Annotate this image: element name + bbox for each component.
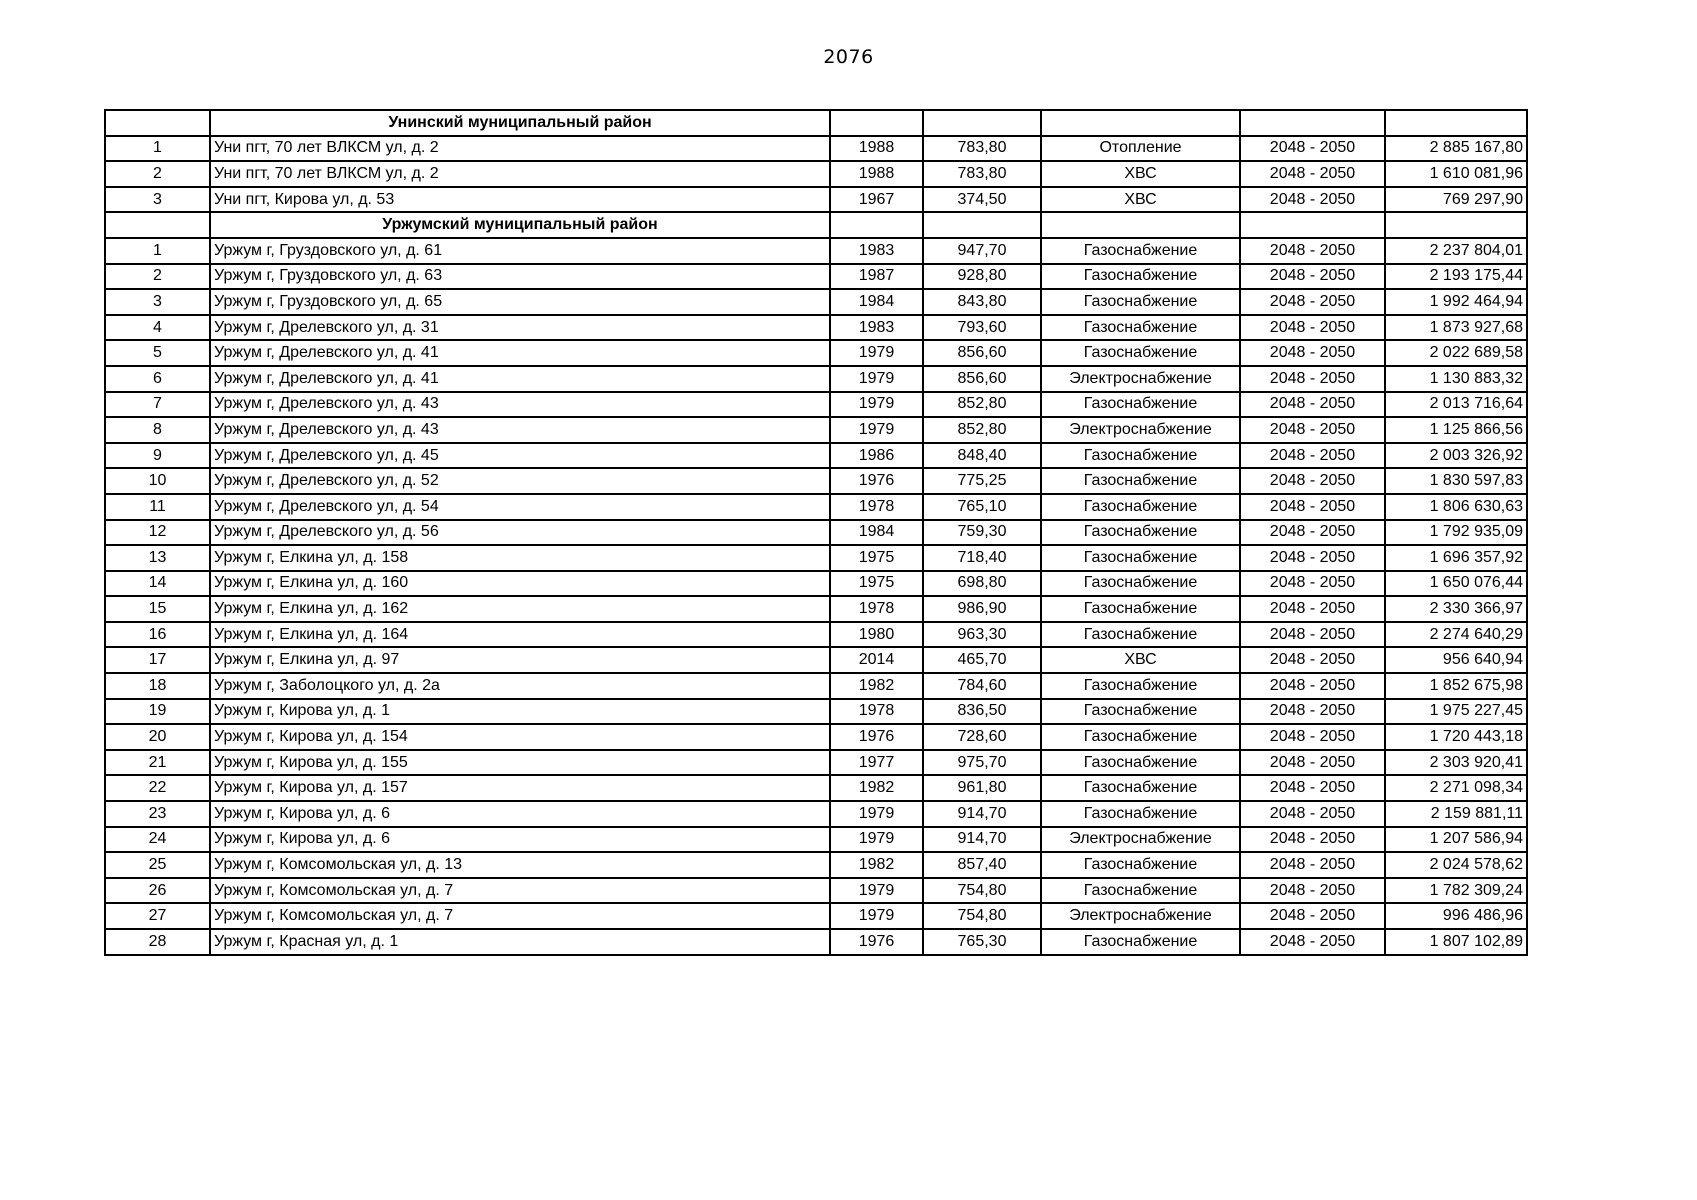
row-number: 17 [105,647,210,673]
cost-cell: 2 885 167,80 [1385,136,1527,162]
area-cell: 852,80 [923,417,1041,443]
table-row [105,289,1527,315]
period-cell: 2048 - 2050 [1240,315,1385,341]
area-cell: 765,30 [923,929,1041,955]
address-cell: Уржум г, Дрелевского ул, д. 31 [210,315,830,341]
cost-cell: 2 159 881,11 [1385,801,1527,827]
service-cell: Электроснабжение [1041,366,1240,392]
table-row [105,699,1527,725]
year-cell: 1984 [830,289,923,315]
cost-cell: 2 022 689,58 [1385,340,1527,366]
period-cell: 2048 - 2050 [1240,673,1385,699]
table-row [105,622,1527,648]
service-cell: ХВС [1041,187,1240,213]
address-cell: Уржум г, Елкина ул, д. 97 [210,647,830,673]
period-cell: 2048 - 2050 [1240,571,1385,597]
row-number: 10 [105,468,210,494]
area-cell: 783,80 [923,161,1041,187]
year-cell: 1979 [830,801,923,827]
row-number: 13 [105,545,210,571]
cost-cell: 1 782 309,24 [1385,878,1527,904]
period-cell: 2048 - 2050 [1240,366,1385,392]
service-cell: Газоснабжение [1041,801,1240,827]
empty-cell [1240,110,1385,136]
service-cell: Газоснабжение [1041,750,1240,776]
year-cell: 1979 [830,366,923,392]
area-cell: 728,60 [923,724,1041,750]
cost-cell: 2 274 640,29 [1385,622,1527,648]
area-cell: 963,30 [923,622,1041,648]
cost-cell: 2 003 326,92 [1385,443,1527,469]
cost-cell: 1 125 866,56 [1385,417,1527,443]
address-cell: Уржум г, Дрелевского ул, д. 54 [210,494,830,520]
row-number: 16 [105,622,210,648]
service-cell: Газоснабжение [1041,520,1240,546]
cost-cell: 2 330 366,97 [1385,596,1527,622]
cost-cell: 769 297,90 [1385,187,1527,213]
service-cell: ХВС [1041,647,1240,673]
row-number: 3 [105,289,210,315]
empty-cell [105,110,210,136]
row-number: 3 [105,187,210,213]
area-cell: 856,60 [923,366,1041,392]
table-row [105,392,1527,418]
year-cell: 1988 [830,136,923,162]
row-number: 21 [105,750,210,776]
area-cell: 718,40 [923,545,1041,571]
cost-cell: 1 852 675,98 [1385,673,1527,699]
cost-cell: 1 650 076,44 [1385,571,1527,597]
cost-cell: 1 873 927,68 [1385,315,1527,341]
service-cell: Газоснабжение [1041,264,1240,290]
period-cell: 2048 - 2050 [1240,443,1385,469]
period-cell: 2048 - 2050 [1240,622,1385,648]
service-cell: Газоснабжение [1041,571,1240,597]
empty-cell [923,212,1041,238]
area-cell: 754,80 [923,903,1041,929]
year-cell: 1976 [830,929,923,955]
address-cell: Уржум г, Кирова ул, д. 1 [210,699,830,725]
address-cell: Уржум г, Дрелевского ул, д. 56 [210,520,830,546]
empty-cell [1240,212,1385,238]
period-cell: 2048 - 2050 [1240,289,1385,315]
period-cell: 2048 - 2050 [1240,417,1385,443]
table-row [105,187,1527,213]
area-cell: 836,50 [923,699,1041,725]
area-cell: 765,10 [923,494,1041,520]
row-number: 2 [105,161,210,187]
table-row [105,750,1527,776]
period-cell: 2048 - 2050 [1240,264,1385,290]
cost-cell: 2 237 804,01 [1385,238,1527,264]
period-cell: 2048 - 2050 [1240,699,1385,725]
row-number: 23 [105,801,210,827]
housing-repair-table [104,109,1528,956]
year-cell: 1979 [830,903,923,929]
service-cell: Газоснабжение [1041,545,1240,571]
year-cell: 1988 [830,161,923,187]
row-number: 12 [105,520,210,546]
period-cell: 2048 - 2050 [1240,520,1385,546]
table-row [105,878,1527,904]
row-number: 7 [105,392,210,418]
table-row [105,136,1527,162]
address-cell: Уржум г, Комсомольская ул, д. 13 [210,852,830,878]
area-cell: 914,70 [923,827,1041,853]
address-cell: Уржум г, Кирова ул, д. 6 [210,801,830,827]
table-row [105,929,1527,955]
empty-cell [1041,212,1240,238]
table-row [105,238,1527,264]
period-cell: 2048 - 2050 [1240,929,1385,955]
area-cell: 843,80 [923,289,1041,315]
service-cell: Газоснабжение [1041,852,1240,878]
year-cell: 1978 [830,699,923,725]
address-cell: Уржум г, Груздовского ул, д. 61 [210,238,830,264]
service-cell: Газоснабжение [1041,724,1240,750]
address-cell: Уни пгт, Кирова ул, д. 53 [210,187,830,213]
service-cell: ХВС [1041,161,1240,187]
area-cell: 775,25 [923,468,1041,494]
period-cell: 2048 - 2050 [1240,392,1385,418]
row-number: 19 [105,699,210,725]
district-title: Унинский муниципальный район [210,110,830,136]
area-cell: 914,70 [923,801,1041,827]
cost-cell: 2 303 920,41 [1385,750,1527,776]
year-cell: 1979 [830,340,923,366]
service-cell: Газоснабжение [1041,622,1240,648]
year-cell: 1982 [830,852,923,878]
area-cell: 928,80 [923,264,1041,290]
period-cell: 2048 - 2050 [1240,238,1385,264]
area-cell: 783,80 [923,136,1041,162]
district-title: Уржумский муниципальный район [210,212,830,238]
year-cell: 1978 [830,494,923,520]
address-cell: Уржум г, Дрелевского ул, д. 41 [210,340,830,366]
year-cell: 1987 [830,264,923,290]
area-cell: 975,70 [923,750,1041,776]
table-row [105,340,1527,366]
row-number: 9 [105,443,210,469]
area-cell: 961,80 [923,775,1041,801]
row-number: 25 [105,852,210,878]
cost-cell: 1 807 102,89 [1385,929,1527,955]
year-cell: 1978 [830,596,923,622]
service-cell: Газоснабжение [1041,596,1240,622]
period-cell: 2048 - 2050 [1240,161,1385,187]
table-row [105,417,1527,443]
cost-cell: 1 992 464,94 [1385,289,1527,315]
table-row [105,443,1527,469]
period-cell: 2048 - 2050 [1240,136,1385,162]
address-cell: Уржум г, Груздовского ул, д. 65 [210,289,830,315]
period-cell: 2048 - 2050 [1240,878,1385,904]
year-cell: 1975 [830,545,923,571]
address-cell: Уржум г, Дрелевского ул, д. 52 [210,468,830,494]
row-number: 1 [105,238,210,264]
year-cell: 2014 [830,647,923,673]
period-cell: 2048 - 2050 [1240,903,1385,929]
cost-cell: 956 640,94 [1385,647,1527,673]
area-cell: 986,90 [923,596,1041,622]
address-cell: Уни пгт, 70 лет ВЛКСМ ул, д. 2 [210,136,830,162]
service-cell: Газоснабжение [1041,315,1240,341]
row-number: 11 [105,494,210,520]
period-cell: 2048 - 2050 [1240,494,1385,520]
service-cell: Газоснабжение [1041,238,1240,264]
page-number: 2076 [823,46,874,68]
service-cell: Газоснабжение [1041,673,1240,699]
table-row [105,775,1527,801]
period-cell: 2048 - 2050 [1240,801,1385,827]
area-cell: 947,70 [923,238,1041,264]
row-number: 6 [105,366,210,392]
row-number: 1 [105,136,210,162]
year-cell: 1986 [830,443,923,469]
area-cell: 857,40 [923,852,1041,878]
service-cell: Газоснабжение [1041,699,1240,725]
table-row [105,903,1527,929]
service-cell: Газоснабжение [1041,494,1240,520]
area-cell: 852,80 [923,392,1041,418]
cost-cell: 1 806 630,63 [1385,494,1527,520]
year-cell: 1984 [830,520,923,546]
service-cell: Отопление [1041,136,1240,162]
period-cell: 2048 - 2050 [1240,596,1385,622]
service-cell: Газоснабжение [1041,340,1240,366]
address-cell: Уржум г, Комсомольская ул, д. 7 [210,903,830,929]
year-cell: 1980 [830,622,923,648]
row-number: 15 [105,596,210,622]
area-cell: 784,60 [923,673,1041,699]
address-cell: Уржум г, Заболоцкого ул, д. 2а [210,673,830,699]
row-number: 27 [105,903,210,929]
period-cell: 2048 - 2050 [1240,852,1385,878]
table-row [105,315,1527,341]
empty-cell [105,212,210,238]
empty-cell [1385,110,1527,136]
cost-cell: 1 696 357,92 [1385,545,1527,571]
row-number: 22 [105,775,210,801]
cost-cell: 2 271 098,34 [1385,775,1527,801]
address-cell: Уржум г, Елкина ул, д. 162 [210,596,830,622]
cost-cell: 2 193 175,44 [1385,264,1527,290]
service-cell: Газоснабжение [1041,878,1240,904]
row-number: 5 [105,340,210,366]
address-cell: Уржум г, Дрелевского ул, д. 41 [210,366,830,392]
address-cell: Уржум г, Дрелевского ул, д. 43 [210,417,830,443]
period-cell: 2048 - 2050 [1240,468,1385,494]
table-row [105,520,1527,546]
empty-cell [1041,110,1240,136]
cost-cell: 1 130 883,32 [1385,366,1527,392]
service-cell: Газоснабжение [1041,929,1240,955]
row-number: 26 [105,878,210,904]
address-cell: Уржум г, Груздовского ул, д. 63 [210,264,830,290]
table-row [105,724,1527,750]
table-row [105,161,1527,187]
service-cell: Газоснабжение [1041,392,1240,418]
area-cell: 856,60 [923,340,1041,366]
row-number: 24 [105,827,210,853]
cost-cell: 996 486,96 [1385,903,1527,929]
table-row [105,801,1527,827]
period-cell: 2048 - 2050 [1240,545,1385,571]
year-cell: 1983 [830,238,923,264]
cost-cell: 1 720 443,18 [1385,724,1527,750]
row-number: 14 [105,571,210,597]
cost-cell: 2 024 578,62 [1385,852,1527,878]
table-row [105,596,1527,622]
table-row [105,571,1527,597]
table-row [105,647,1527,673]
year-cell: 1979 [830,392,923,418]
year-cell: 1979 [830,878,923,904]
year-cell: 1979 [830,827,923,853]
year-cell: 1983 [830,315,923,341]
address-cell: Уржум г, Красная ул, д. 1 [210,929,830,955]
year-cell: 1976 [830,724,923,750]
address-cell: Уржум г, Кирова ул, д. 154 [210,724,830,750]
empty-cell [830,110,923,136]
area-cell: 698,80 [923,571,1041,597]
row-number: 2 [105,264,210,290]
year-cell: 1975 [830,571,923,597]
district-header-row [105,110,1527,136]
service-cell: Электроснабжение [1041,903,1240,929]
period-cell: 2048 - 2050 [1240,187,1385,213]
area-cell: 465,70 [923,647,1041,673]
table-row [105,264,1527,290]
cost-cell: 1 207 586,94 [1385,827,1527,853]
period-cell: 2048 - 2050 [1240,724,1385,750]
year-cell: 1977 [830,750,923,776]
table-row [105,366,1527,392]
period-cell: 2048 - 2050 [1240,340,1385,366]
cost-cell: 1 792 935,09 [1385,520,1527,546]
year-cell: 1979 [830,417,923,443]
year-cell: 1976 [830,468,923,494]
year-cell: 1967 [830,187,923,213]
row-number: 28 [105,929,210,955]
empty-cell [830,212,923,238]
service-cell: Электроснабжение [1041,827,1240,853]
cost-cell: 1 830 597,83 [1385,468,1527,494]
period-cell: 2048 - 2050 [1240,647,1385,673]
address-cell: Уржум г, Дрелевского ул, д. 43 [210,392,830,418]
year-cell: 1982 [830,673,923,699]
row-number: 20 [105,724,210,750]
table-body [105,110,1527,955]
area-cell: 759,30 [923,520,1041,546]
empty-cell [923,110,1041,136]
address-cell: Уржум г, Елкина ул, д. 160 [210,571,830,597]
table-row [105,468,1527,494]
service-cell: Газоснабжение [1041,468,1240,494]
area-cell: 754,80 [923,878,1041,904]
address-cell: Уни пгт, 70 лет ВЛКСМ ул, д. 2 [210,161,830,187]
address-cell: Уржум г, Кирова ул, д. 157 [210,775,830,801]
district-header-row [105,212,1527,238]
service-cell: Газоснабжение [1041,443,1240,469]
period-cell: 2048 - 2050 [1240,750,1385,776]
period-cell: 2048 - 2050 [1240,775,1385,801]
service-cell: Газоснабжение [1041,289,1240,315]
service-cell: Электроснабжение [1041,417,1240,443]
address-cell: Уржум г, Елкина ул, д. 158 [210,545,830,571]
area-cell: 848,40 [923,443,1041,469]
area-cell: 374,50 [923,187,1041,213]
service-cell: Газоснабжение [1041,775,1240,801]
address-cell: Уржум г, Дрелевского ул, д. 45 [210,443,830,469]
area-cell: 793,60 [923,315,1041,341]
row-number: 8 [105,417,210,443]
table-row [105,673,1527,699]
table-row [105,545,1527,571]
table-row [105,827,1527,853]
cost-cell: 1 975 227,45 [1385,699,1527,725]
cost-cell: 2 013 716,64 [1385,392,1527,418]
table-row [105,494,1527,520]
address-cell: Уржум г, Кирова ул, д. 155 [210,750,830,776]
address-cell: Уржум г, Комсомольская ул, д. 7 [210,878,830,904]
row-number: 4 [105,315,210,341]
period-cell: 2048 - 2050 [1240,827,1385,853]
address-cell: Уржум г, Кирова ул, д. 6 [210,827,830,853]
address-cell: Уржум г, Елкина ул, д. 164 [210,622,830,648]
empty-cell [1385,212,1527,238]
row-number: 18 [105,673,210,699]
cost-cell: 1 610 081,96 [1385,161,1527,187]
year-cell: 1982 [830,775,923,801]
table-row [105,852,1527,878]
